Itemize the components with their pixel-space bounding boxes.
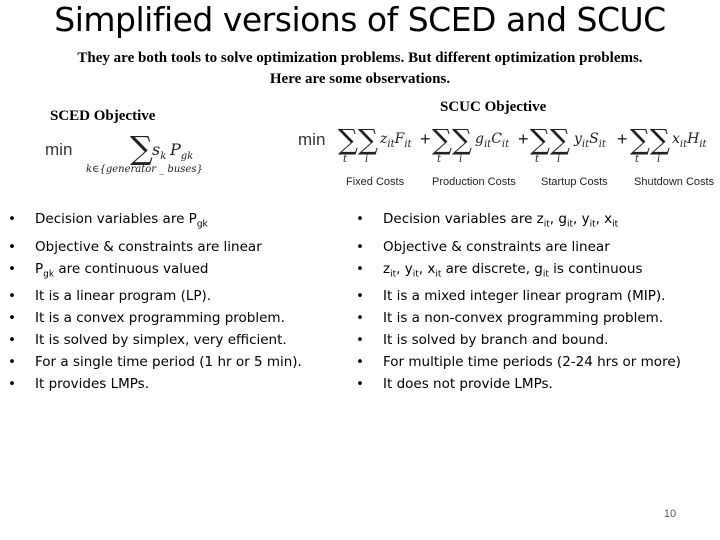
bullet-text: It is a mixed integer linear program (MIP). bbox=[383, 288, 666, 305]
scuc-var-h: H bbox=[687, 131, 700, 147]
scuc-index-i-3: i bbox=[557, 154, 561, 165]
sced-sigma: ∑ bbox=[130, 129, 153, 167]
bullet-text: It is solved by branch and bound. bbox=[383, 332, 609, 349]
scuc-formula bbox=[0, 0, 720, 200]
list-item bbox=[356, 373, 716, 395]
scuc-var-s-sub: it bbox=[598, 138, 606, 150]
bullet-sub: it bbox=[390, 269, 397, 280]
bullet-text: , g bbox=[549, 211, 567, 227]
scuc-index-t-3: t bbox=[535, 154, 540, 165]
bullet-dot: • bbox=[356, 310, 364, 327]
scuc-var-s: S bbox=[589, 131, 599, 147]
scuc-var-z: z bbox=[380, 131, 388, 147]
scuc-min: min bbox=[298, 130, 326, 149]
bullet-text: For multiple time periods (2-24 hrs or more) bbox=[383, 354, 681, 371]
sced-sum-index: k∈{generator _ buses} bbox=[86, 164, 203, 175]
bullet-sub: gk bbox=[196, 219, 208, 230]
intro-line-1: They are both tools to solve optimization problems. But different optimization problems. bbox=[77, 50, 643, 66]
scuc-var-y-sub: it bbox=[581, 138, 590, 150]
scuc-index-t-4: t bbox=[635, 154, 640, 165]
scuc-term-production bbox=[475, 131, 509, 150]
list-item bbox=[8, 236, 338, 258]
startup-costs-label: Startup Costs bbox=[541, 176, 608, 188]
bullet-text: It does not provide LMPs. bbox=[383, 376, 553, 393]
scuc-var-f: F bbox=[394, 131, 405, 147]
scuc-index-i-2: i bbox=[459, 154, 463, 165]
bullet-sub: it bbox=[435, 269, 442, 280]
scuc-index-t-1: t bbox=[343, 154, 348, 165]
list-item bbox=[356, 285, 716, 307]
bullet-dot: • bbox=[8, 376, 16, 393]
list-item bbox=[8, 208, 338, 236]
list-item bbox=[356, 208, 716, 236]
scuc-var-c-sub: it bbox=[501, 138, 510, 150]
slide-title: Simplified versions of SCED and SCUC bbox=[54, 0, 666, 39]
list-item bbox=[356, 351, 716, 373]
scuc-term-fixed bbox=[380, 131, 412, 150]
intro-line-2: Here are some observations. bbox=[269, 71, 451, 87]
list-item bbox=[356, 236, 716, 258]
bullet-sub: it bbox=[542, 269, 549, 280]
scuc-objective-label: SCUC Objective bbox=[440, 99, 547, 115]
sced-min: min bbox=[45, 140, 73, 159]
bullet-text: Decision variables are P bbox=[35, 211, 197, 227]
sced-objective-label: SCED Objective bbox=[50, 108, 156, 124]
shutdown-costs-label: Shutdown Costs bbox=[634, 176, 715, 188]
bullet-dot: • bbox=[8, 238, 16, 255]
bullet-text: P bbox=[35, 260, 44, 277]
scuc-var-f-sub: it bbox=[404, 138, 412, 150]
scuc-sigma-3: ∑∑ bbox=[530, 123, 570, 156]
scuc-index-i-1: i bbox=[365, 154, 369, 165]
scuc-var-g-sub: it bbox=[483, 138, 492, 150]
sced-s-sub: k bbox=[160, 151, 167, 163]
list-item bbox=[8, 285, 338, 307]
bullet-text: , y bbox=[396, 260, 413, 277]
bullet-sub: it bbox=[412, 269, 419, 280]
bullet-dot: • bbox=[8, 211, 16, 227]
scuc-var-h-sub: it bbox=[699, 138, 707, 150]
bullet-dot: • bbox=[8, 260, 16, 277]
bullet-dot: • bbox=[8, 310, 16, 327]
list-item bbox=[356, 329, 716, 351]
scuc-var-x: x bbox=[672, 131, 680, 147]
bullet-dot: • bbox=[356, 332, 364, 349]
sced-s: s bbox=[152, 140, 161, 159]
bullet-text: Objective & constraints are linear bbox=[383, 238, 610, 255]
bullet-text: It is a non-convex programming problem. bbox=[383, 310, 664, 327]
scuc-var-x-sub: it bbox=[679, 138, 688, 150]
bullet-dot: • bbox=[356, 211, 364, 227]
bullet-text: are discrete, g bbox=[441, 260, 543, 277]
list-item bbox=[8, 329, 338, 351]
bullet-text: It provides LMPs. bbox=[35, 376, 149, 393]
bullet-dot: • bbox=[8, 288, 16, 305]
bullet-dot: • bbox=[8, 354, 16, 371]
list-item bbox=[8, 258, 338, 286]
scuc-var-c: C bbox=[491, 131, 502, 147]
bullet-text: , x bbox=[595, 211, 613, 227]
list-item bbox=[8, 307, 338, 329]
sced-p: P bbox=[170, 140, 181, 159]
bullet-text: For a single time period (1 hr or 5 min). bbox=[35, 354, 302, 371]
bullet-dot: • bbox=[8, 332, 16, 349]
bullet-text: , y bbox=[572, 211, 590, 227]
scuc-plus-3: + bbox=[617, 129, 628, 149]
scuc-sigma-2: ∑∑ bbox=[432, 123, 472, 156]
scuc-bullet-list bbox=[356, 208, 716, 395]
fixed-costs-label: Fixed Costs bbox=[346, 176, 405, 188]
bullet-text: z bbox=[383, 260, 391, 277]
scuc-plus-1: + bbox=[420, 129, 431, 149]
bullet-sub: it bbox=[589, 219, 596, 230]
bullet-sub: it bbox=[612, 219, 619, 230]
bullet-dot: • bbox=[356, 238, 364, 255]
scuc-index-i-4: i bbox=[657, 154, 661, 165]
bullet-dot: • bbox=[356, 288, 364, 305]
scuc-var-g: g bbox=[475, 131, 484, 147]
bullet-dot: • bbox=[356, 376, 364, 393]
scuc-sigma-4: ∑∑ bbox=[630, 123, 670, 156]
bullet-text: It is a linear program (LP). bbox=[35, 288, 212, 305]
list-item bbox=[356, 258, 716, 286]
scuc-sigma-1: ∑∑ bbox=[338, 123, 378, 156]
scuc-var-y: y bbox=[574, 131, 582, 147]
scuc-term-startup bbox=[574, 131, 606, 150]
bullet-text: It is a convex programming problem. bbox=[35, 310, 285, 327]
bullet-sub: gk bbox=[43, 269, 55, 280]
bullet-text: Objective & constraints are linear bbox=[35, 238, 262, 255]
list-item bbox=[356, 307, 716, 329]
scuc-index-t-2: t bbox=[437, 154, 442, 165]
bullet-text: , x bbox=[418, 260, 436, 277]
list-item bbox=[8, 351, 338, 373]
bullet-text-rest: are continuous valued bbox=[54, 260, 209, 277]
bullet-sub: it bbox=[566, 219, 573, 230]
bullet-sub: it bbox=[543, 219, 550, 230]
bullet-text: is continuous bbox=[548, 260, 643, 277]
scuc-var-z-sub: it bbox=[387, 138, 395, 150]
scuc-term-shutdown bbox=[672, 131, 707, 150]
bullet-text: It is solved by simplex, very efficient. bbox=[35, 332, 287, 349]
page-number: 10 bbox=[663, 508, 677, 520]
bullet-text: Decision variables are z bbox=[383, 211, 544, 227]
sced-p-sub: gk bbox=[180, 151, 194, 163]
bullet-dot: • bbox=[356, 260, 364, 277]
sced-bullet-list bbox=[8, 208, 338, 395]
production-costs-label: Production Costs bbox=[432, 176, 516, 188]
list-item bbox=[8, 373, 338, 395]
scuc-plus-2: + bbox=[518, 129, 529, 149]
bullet-dot: • bbox=[356, 354, 364, 371]
